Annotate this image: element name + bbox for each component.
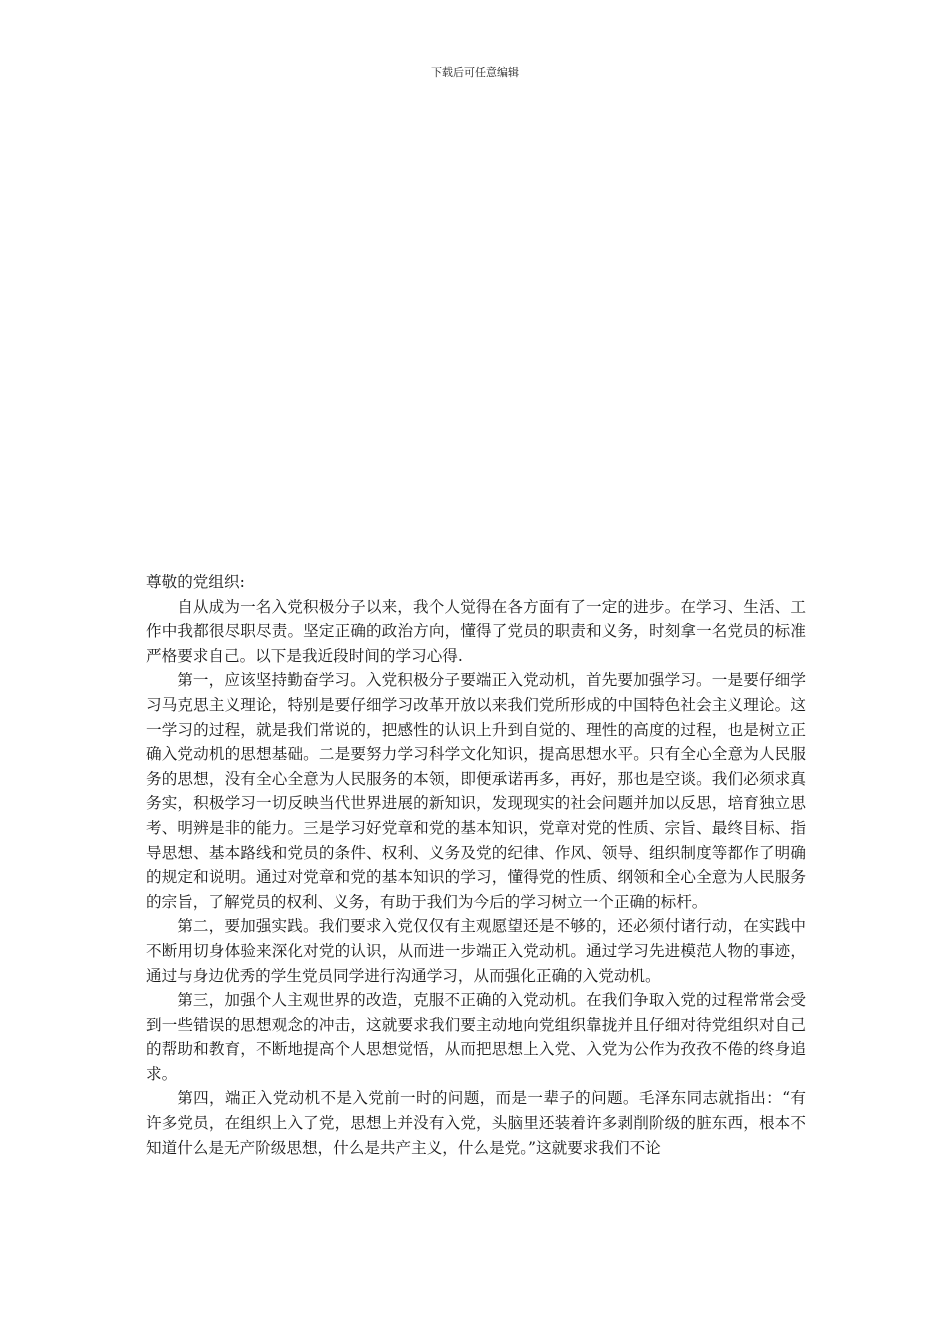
paragraph-third-point: 第三，加强个人主观世界的改造，克服不正确的入党动机。在我们争取入党的过程常常会受到一些错误的思想观念的冲击，这就要求我们要主动地向党组织靠拢并且仔细对待党组织对自己的帮助和教育，不断地提高个人思想觉悟，从而把思想上入党、入党为公作为孜孜不倦的终身追求。 [146, 991, 806, 1083]
salutation: 尊敬的党组织: [146, 573, 245, 591]
paragraph-first-point: 第一，应该坚持勤奋学习。入党积极分子要端正入党动机，首先要加强学习。一是要仔细学习马克思主义理论，特别是要仔细学习改革开放以来我们党所形成的中国特色社会主义理论。这一学习的过程，就是我们常说的，把感性的认识上升到自觉的、理性的高度的过程，也是树立正确入党动机的思想基础。二是要努力学习科学文化知识，提高思想水平。只有全心全意为人民服务的思想，没有全心全意为人民服务的本领，即便承诺再多，再好，那也是空谈。我们必须求真务实，积极学习一切反映当代世界进展的新知识，发现现实的社会问题并加以反思，培育独立思考、明辨是非的能力。三是学习好党章和党的基本知识，党章对党的性质、宗旨、最终目标、指导思想、基本路线和党员的条件、权利、义务及党的纪律、作风、领导、组织制度等都作了明确的规定和说明。通过对党章和党的基本知识的学习，懂得党的性质、纲领和全心全意为人民服务的宗旨，了解党员的权利、义务，有助于我们为今后的学习树立一个正确的标杆。 [146, 671, 806, 911]
page-header: 下载后可任意编辑 [431, 66, 519, 79]
paragraph-second-point: 第二，要加强实践。我们要求入党仅仅有主观愿望还是不够的，还必须付诸行动，在实践中不断用切身体验来深化对党的认识，从而进一步端正入党动机。通过学习先进模范人物的事迹，通过与身边优秀的学生党员同学进行沟通学习，从而强化正确的入党动机。 [146, 917, 806, 985]
letter-body [146, 570, 806, 1160]
paragraph-intro: 自从成为一名入党积极分子以来，我个人觉得在各方面有了一定的进步。在学习、生活、工作中我都很尽职尽责。坚定正确的政治方向，懂得了党员的职责和义务，时刻拿一名党员的标准严格要求自己。以下是我近段时间的学习心得. [146, 597, 806, 665]
paragraph-fourth-point: 第四，端正入党动机不是入党前一时的问题，而是一辈子的问题。毛泽东同志就指出：“有许多党员，在组织上入了党，思想上并没有入党，头脑里还装着许多剥削阶级的脏东西，根本不知道什么是无产阶级思想，什么是共产主义，什么是党。”这就要求我们不论 [146, 1089, 806, 1157]
